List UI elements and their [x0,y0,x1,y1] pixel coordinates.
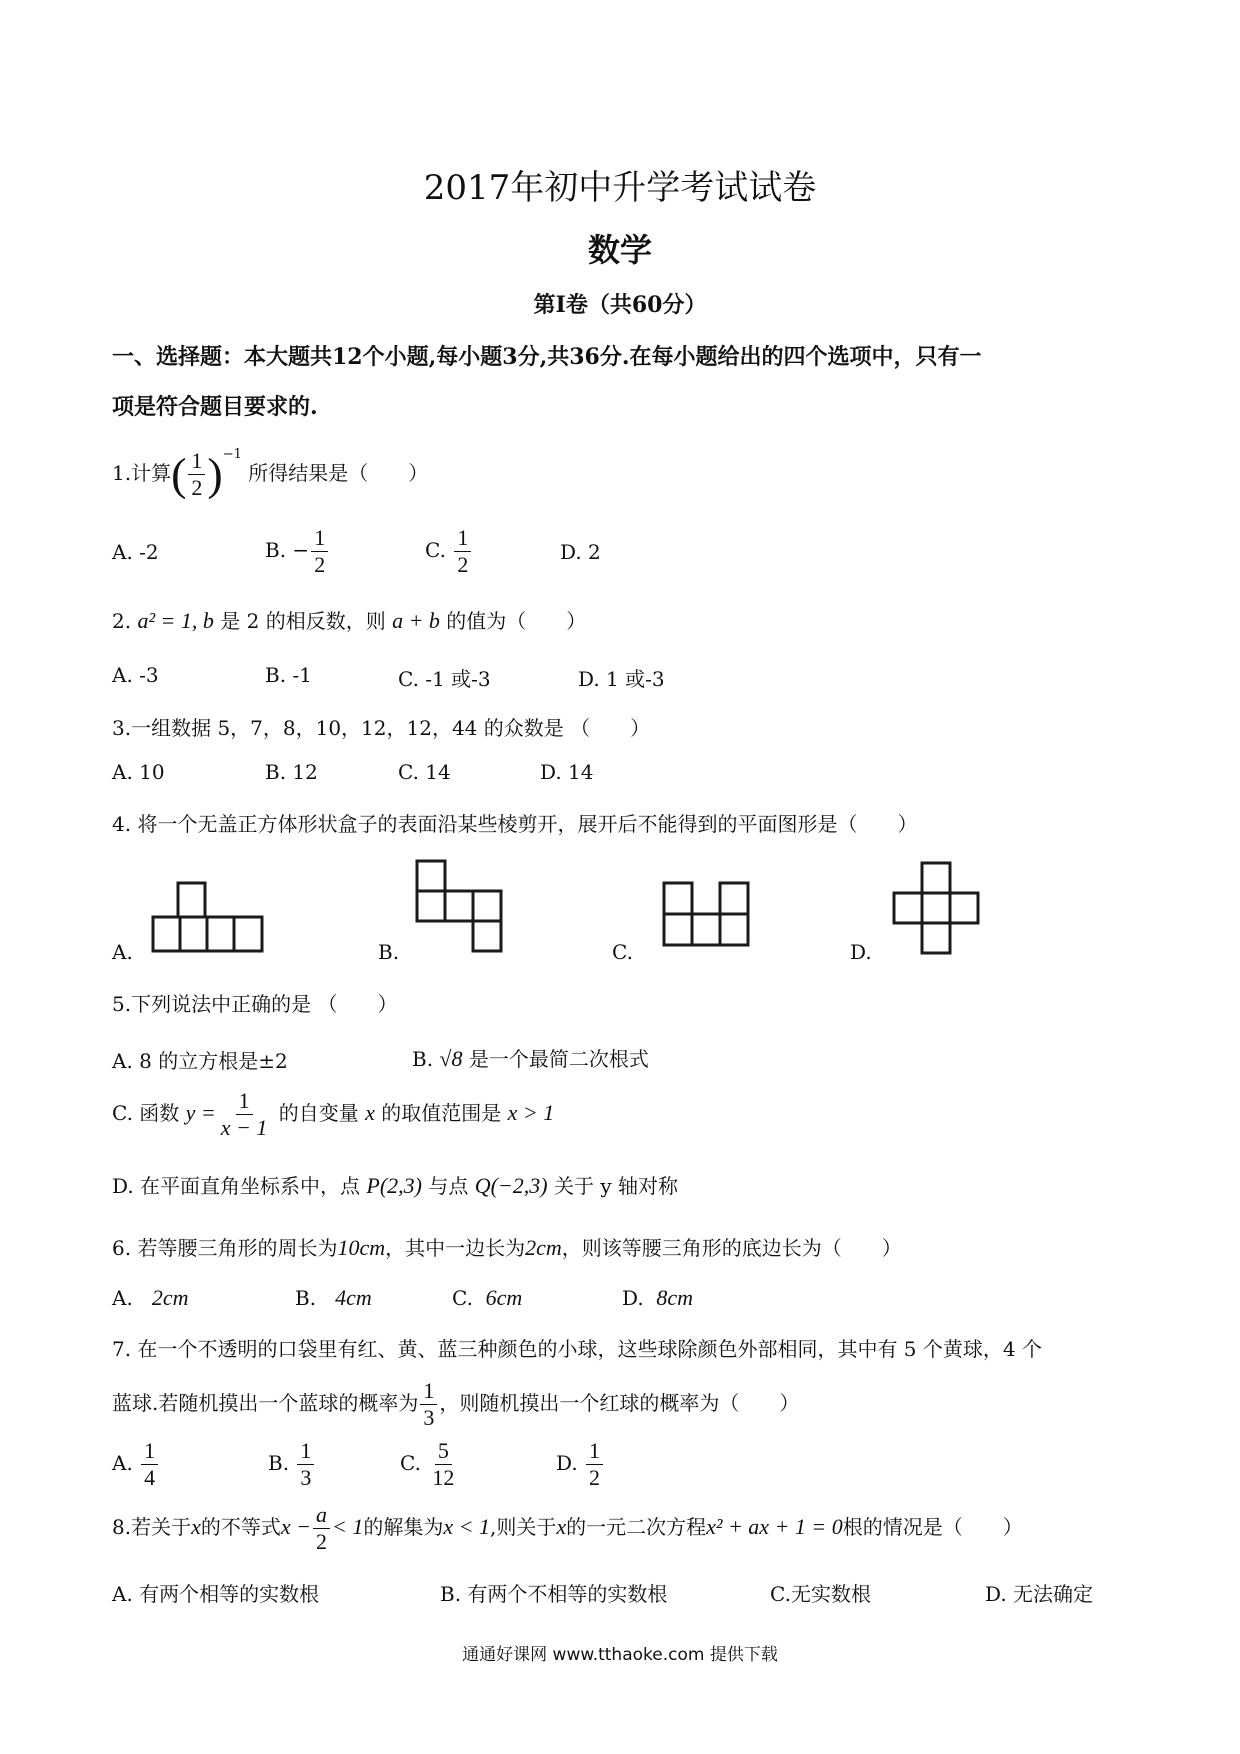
q6-d-label: D. [622,1286,644,1310]
q5-c-fraction [218,1088,271,1141]
net-figure-a [150,880,270,960]
q8-x2: x [556,1514,567,1539]
q6-perimeter: 10cm [337,1235,386,1260]
q7-b-num: 1 [297,1438,314,1465]
q5-c-lead: C. 函数 [112,1101,180,1125]
question-1 [112,448,428,501]
question-4: 4. 将一个无盖正方体形状盒子的表面沿某些棱剪开，展开后不能得到的平面图形是（ ） [112,812,918,836]
q3-option-d: D. 14 [540,760,594,784]
net-figure-d [888,860,988,960]
q5-c-mid: 的自变量 [278,1101,359,1125]
q1-frac-num: 1 [188,448,205,475]
q7-c-fraction [429,1438,457,1491]
q8-solution: x < 1 [443,1514,490,1539]
q6-d-value: 8cm [656,1285,694,1310]
section-instruction-line1: 一、选择题：本大题共12个小题,每小题3分,共36分.在每小题给出的四个选项中，只有一 [112,344,982,370]
q1-c-fraction [454,525,471,578]
q2-lead: 2. [112,609,132,633]
net-b-square [417,891,445,921]
part-heading: 第Ⅰ卷（共60分） [533,292,707,318]
q6-text3: ，则该等腰三角形的底边长为（ ） [561,1236,902,1260]
footer-source: 通通好课网 www.tthaoke.com 提供下载 [462,1645,778,1665]
q8-option-a: A. 有两个相等的实数根 [112,1582,320,1606]
q7-a-label: A. [112,1451,133,1475]
q8-t2: 的解集为 [363,1515,444,1539]
q1-frac-den: 2 [191,475,203,500]
q3-option-a: A. 10 [112,760,165,784]
question-7-line1: 7. 在一个不透明的口袋里有红、黄、蓝三种颜色的小球，这些球除颜色外部相同，其中有 5 个黄球，4 个 [112,1337,1042,1361]
q1-option-a: A. -2 [112,540,159,564]
q7-d-fraction [586,1438,603,1491]
net-a-square [180,917,207,951]
q5-d-point-q: Q(−2,3) [474,1173,548,1198]
q1-b-sign: − [292,538,310,562]
question-6 [112,1232,902,1261]
q5-c-y: y = [185,1100,216,1125]
q2-option-d: D. 1 或-3 [578,667,665,691]
net-d-square [894,893,922,923]
net-d-square [950,893,978,923]
q6-option-c [452,1285,522,1311]
q8-ineq-fraction [313,1502,330,1555]
q8-x1: x [191,1514,201,1539]
q5-d-lead: D. 在平面直角坐标系中，点 [112,1174,361,1198]
q1-fraction [188,448,205,501]
q5-c-den: x − 1 [220,1115,268,1140]
q1-lead: 1.计算 [112,461,172,485]
q4-option-a: A. [112,940,133,964]
section-instruction-line2: 项是符合题目要求的. [112,394,318,420]
q6-side: 2cm [525,1235,562,1260]
q8-option-d: D. 无法确定 [985,1582,1094,1606]
q7-d-num: 1 [586,1438,603,1465]
q7-option-b [268,1438,316,1491]
net-figure-c [660,880,760,955]
q6-text2: ，其中一边长为 [385,1236,526,1260]
q1-c-num: 1 [454,525,471,552]
net-b-square [417,861,445,891]
net-b-square [473,921,501,951]
q4-option-b: B. [378,940,400,964]
q7-a-fraction [141,1438,158,1491]
q2-text3: 的值为（ ） [446,609,587,633]
q7-a-den: 4 [144,1465,156,1490]
q3-option-b: B. 12 [265,760,318,784]
q7-line2b: ，则随机摸出一个红球的概率为（ ） [439,1391,800,1415]
q1-c-den: 2 [457,552,469,577]
q5-b-text: 是一个最简二次根式 [468,1047,649,1071]
q7-option-d [556,1438,605,1491]
left-paren: ( [171,448,187,500]
q8-lead: 8.若关于 [112,1515,192,1539]
q8-ineq-a: x − [280,1514,311,1539]
q7-c-num: 5 [435,1438,452,1465]
q5-d-point-p: P(2,3) [366,1173,422,1198]
q2-expression: a + b [392,608,440,633]
subject-title: 数学 [587,231,652,269]
net-c-square [664,914,692,945]
exam-title: 2017年初中升学考试试卷 [423,168,817,208]
q7-option-c [400,1438,459,1491]
q8-option-c: C.无实数根 [770,1582,871,1606]
q1-option-c [425,525,473,578]
net-figure-b [412,858,512,968]
q2-option-b: B. -1 [265,663,312,687]
q5-b-root: √8 [439,1046,463,1071]
q1-tail: 所得结果是（ ） [248,461,429,485]
q8-ineq-num: a [313,1502,330,1529]
q3-option-c: C. 14 [398,760,451,784]
q5-option-a: A. 8 的立方根是±2 [112,1049,288,1073]
question-5: 5.下列说法中正确的是 （ ） [112,992,398,1016]
q6-b-label: B. [295,1286,317,1310]
q5-option-d [112,1170,678,1199]
question-3: 3.一组数据 5，7，8，10，12，12，44 的众数是 （ ） [112,716,651,740]
q8-ineq-den: 2 [315,1529,327,1554]
q7-prob-fraction [420,1378,437,1431]
q7-line2a: 蓝球.若随机摸出一个蓝球的概率为 [112,1391,419,1415]
net-b-square [445,891,473,921]
q2-text2: 是 2 的相反数，则 [220,609,386,633]
net-c-square [720,914,748,945]
q4-option-c: C. [612,940,633,964]
question-7-line2 [112,1378,799,1431]
q6-option-d [622,1285,693,1311]
q6-a-value: 2cm [151,1285,189,1310]
q7-b-den: 3 [300,1465,312,1490]
q1-b-label: B. [265,538,287,562]
net-b-square [473,891,501,921]
net-a-square [153,917,180,951]
q8-t3: ,则关于 [489,1515,557,1539]
right-paren: ) [207,448,223,500]
q8-option-b: B. 有两个不相等的实数根 [440,1582,668,1606]
q7-d-label: D. [556,1451,578,1475]
q8-t5: 根的情况是（ ） [842,1515,1023,1539]
q1-b-num: 1 [311,525,328,552]
q5-d-tail: 关于 y 轴对称 [553,1174,678,1198]
q5-c-x: x [365,1100,375,1125]
net-c-square [720,883,748,914]
q8-equation: x² + ax + 1 = 0 [706,1514,843,1539]
net-c-square [664,883,692,914]
q7-a-num: 1 [141,1438,158,1465]
net-a-square [207,917,234,951]
q1-b-den: 2 [314,552,326,577]
q6-option-b [295,1285,372,1311]
q1-b-fraction [311,525,328,578]
q2-condition: a² = 1, b [137,608,214,633]
q8-ineq-b: < 1 [331,1514,364,1539]
net-d-square [922,893,950,923]
q6-b-value: 4cm [335,1285,372,1310]
q6-c-label: C. [452,1286,473,1310]
q5-c-range: x > 1 [507,1100,555,1125]
net-a-square [178,883,205,917]
net-c-square [692,914,720,945]
question-8 [112,1502,1023,1555]
q5-c-tail: 的取值范围是 [381,1101,502,1125]
q8-t4: 的一元二次方程 [566,1515,707,1539]
q1-c-label: C. [425,538,446,562]
q5-c-num: 1 [236,1088,253,1115]
q7-p-num: 1 [420,1378,437,1405]
q7-c-den: 12 [432,1465,455,1490]
q6-text1: 6. 若等腰三角形的周长为 [112,1236,338,1260]
q5-option-b [412,1043,649,1072]
q4-option-d: D. [850,940,872,964]
q2-option-a: A. -3 [112,663,159,687]
q7-p-den: 3 [423,1405,435,1430]
q1-option-d: D. 2 [560,540,601,564]
net-d-square [922,863,950,893]
q8-t1: 的不等式 [200,1515,281,1539]
q5-b-label: B. [412,1047,434,1071]
q7-b-label: B. [268,1451,290,1475]
net-a-square [234,917,262,951]
q1-option-b [265,525,330,578]
net-d-square [922,923,950,953]
q1-exponent: −1 [222,447,242,463]
q7-option-a [112,1438,160,1491]
q7-c-label: C. [400,1451,421,1475]
q6-option-a [112,1285,189,1311]
q6-c-value: 6cm [485,1285,523,1310]
question-2 [112,605,586,634]
q7-d-den: 2 [589,1465,601,1490]
q7-b-fraction [297,1438,314,1491]
q5-d-mid: 与点 [428,1174,469,1198]
q6-a-label: A. [112,1286,133,1310]
q5-option-c [112,1088,554,1141]
q2-option-c: C. -1 或-3 [398,667,491,691]
